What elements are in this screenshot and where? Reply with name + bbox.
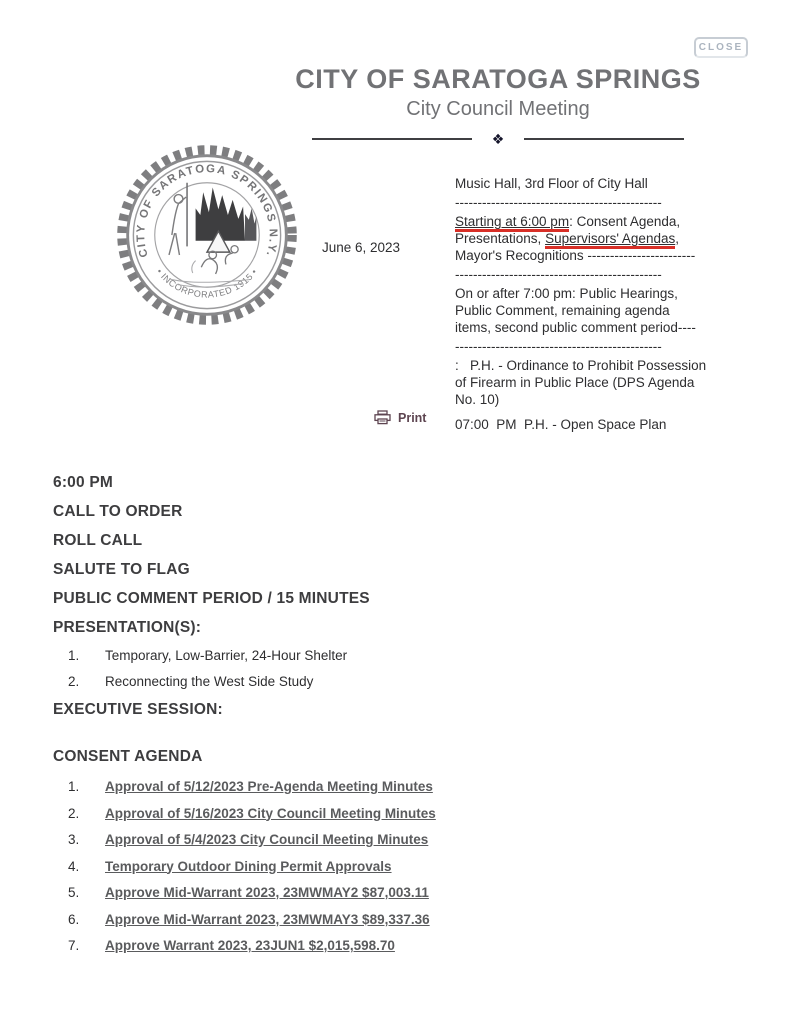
item-number: 1. — [68, 779, 80, 794]
consent-item-link[interactable]: Approve Mid-Warrant 2023, 23MWMAY2 $87,003.11 — [105, 885, 429, 900]
item-number: 7. — [68, 938, 80, 953]
list-item — [53, 780, 753, 794]
early-schedule-middle: : Consent Agenda, Presentations, — [455, 214, 681, 246]
consent-agenda-list — [53, 780, 753, 953]
item-number: 3. — [68, 832, 80, 847]
item-number: 2. — [68, 674, 80, 689]
early-schedule-tail: , Mayor's Recognitions ------------------------ — [455, 231, 696, 263]
consent-item-link[interactable]: Temporary Outdoor Dining Permit Approvals — [105, 858, 392, 874]
presentation-item-text: Temporary, Low-Barrier, 24-Hour Shelter — [105, 648, 348, 663]
agenda-executive-session: EXECUTIVE SESSION: — [53, 701, 223, 718]
dash-separator: ---------------------------------------------- — [455, 195, 662, 210]
consent-item-link[interactable]: Approve Warrant 2023, 23JUN1 $2,015,598.70 — [105, 938, 395, 953]
agenda-start-time: 6:00 PM — [53, 474, 113, 491]
agenda-call-to-order: CALL TO ORDER — [53, 503, 183, 520]
agenda-roll-call: ROLL CALL — [53, 532, 143, 549]
early-schedule-underlined-start: Starting at 6:00 pm — [455, 214, 569, 232]
list-item — [53, 833, 753, 847]
divider-line-left — [312, 138, 472, 140]
public-hearing-ordinance: : P.H. - Ordinance to Prohibit Possession of Firearm in Public Place (DPS Agenda No. 10) — [455, 358, 707, 407]
page-title: CITY OF SARATOGA SPRINGS — [295, 64, 701, 94]
late-schedule: On or after 7:00 pm: Public Hearings, Public Comment, remaining agenda items, second public comment period---- — [455, 286, 696, 335]
public-hearing-open-space: 07:00 PM P.H. - Open Space Plan — [455, 417, 667, 432]
list-item — [53, 807, 753, 821]
agenda-salute-to-flag: SALUTE TO FLAG — [53, 561, 190, 578]
agenda-section — [53, 475, 753, 966]
item-number: 5. — [68, 885, 80, 900]
print-button[interactable] — [374, 410, 426, 425]
list-item — [53, 939, 753, 953]
divider-line-right — [524, 138, 684, 140]
agenda-consent-header: CONSENT AGENDA — [53, 748, 203, 765]
meeting-info — [455, 175, 707, 433]
presentation-item-text: Reconnecting the West Side Study — [105, 674, 314, 689]
list-item — [53, 649, 753, 663]
item-number: 6. — [68, 911, 80, 927]
meeting-location: Music Hall, 3rd Floor of City Hall — [455, 176, 648, 191]
item-number: 1. — [68, 648, 80, 663]
print-button-label: Print — [398, 410, 427, 425]
presentations-list — [53, 649, 753, 689]
agenda-presentations-header: PRESENTATION(S): — [53, 619, 202, 636]
consent-item-link[interactable]: Approval of 5/16/2023 City Council Meeting Minutes — [105, 805, 436, 821]
agenda-public-comment: PUBLIC COMMENT PERIOD / 15 MINUTES — [53, 590, 370, 607]
seal-arc-bottom-text: • INCORPORATED 1915 • — [154, 266, 260, 300]
early-schedule-underlined-supervisors: Supervisors' Agendas — [545, 231, 675, 249]
page-subtitle: City Council Meeting — [406, 98, 590, 120]
seal-center-illustration — [169, 183, 256, 287]
printer-icon — [374, 410, 391, 425]
list-item — [53, 913, 753, 927]
meeting-date: June 6, 2023 — [322, 240, 401, 255]
early-schedule — [455, 213, 707, 264]
page-header — [205, 64, 791, 147]
seal-arc-top-text: CITY OF SARATOGA SPRINGS N.Y. — [135, 162, 279, 259]
dash-separator: ---------------------------------------------- — [455, 339, 662, 354]
item-number: 4. — [68, 858, 80, 874]
list-item — [53, 860, 753, 874]
list-item — [53, 886, 753, 900]
consent-item-link[interactable]: Approval of 5/12/2023 Pre-Agenda Meeting Minutes — [105, 779, 433, 794]
close-button[interactable]: CLOSE — [694, 37, 748, 58]
consent-item-link[interactable]: Approval of 5/4/2023 City Council Meeting Minutes — [105, 832, 429, 847]
diamond-ornament-icon: ❖ — [491, 131, 505, 147]
dash-separator: ---------------------------------------------- — [455, 267, 662, 282]
city-seal-image — [112, 140, 302, 330]
item-number: 2. — [68, 805, 80, 821]
consent-item-link[interactable]: Approve Mid-Warrant 2023, 23MWMAY3 $89,337.36 — [105, 911, 430, 927]
list-item — [53, 675, 753, 689]
